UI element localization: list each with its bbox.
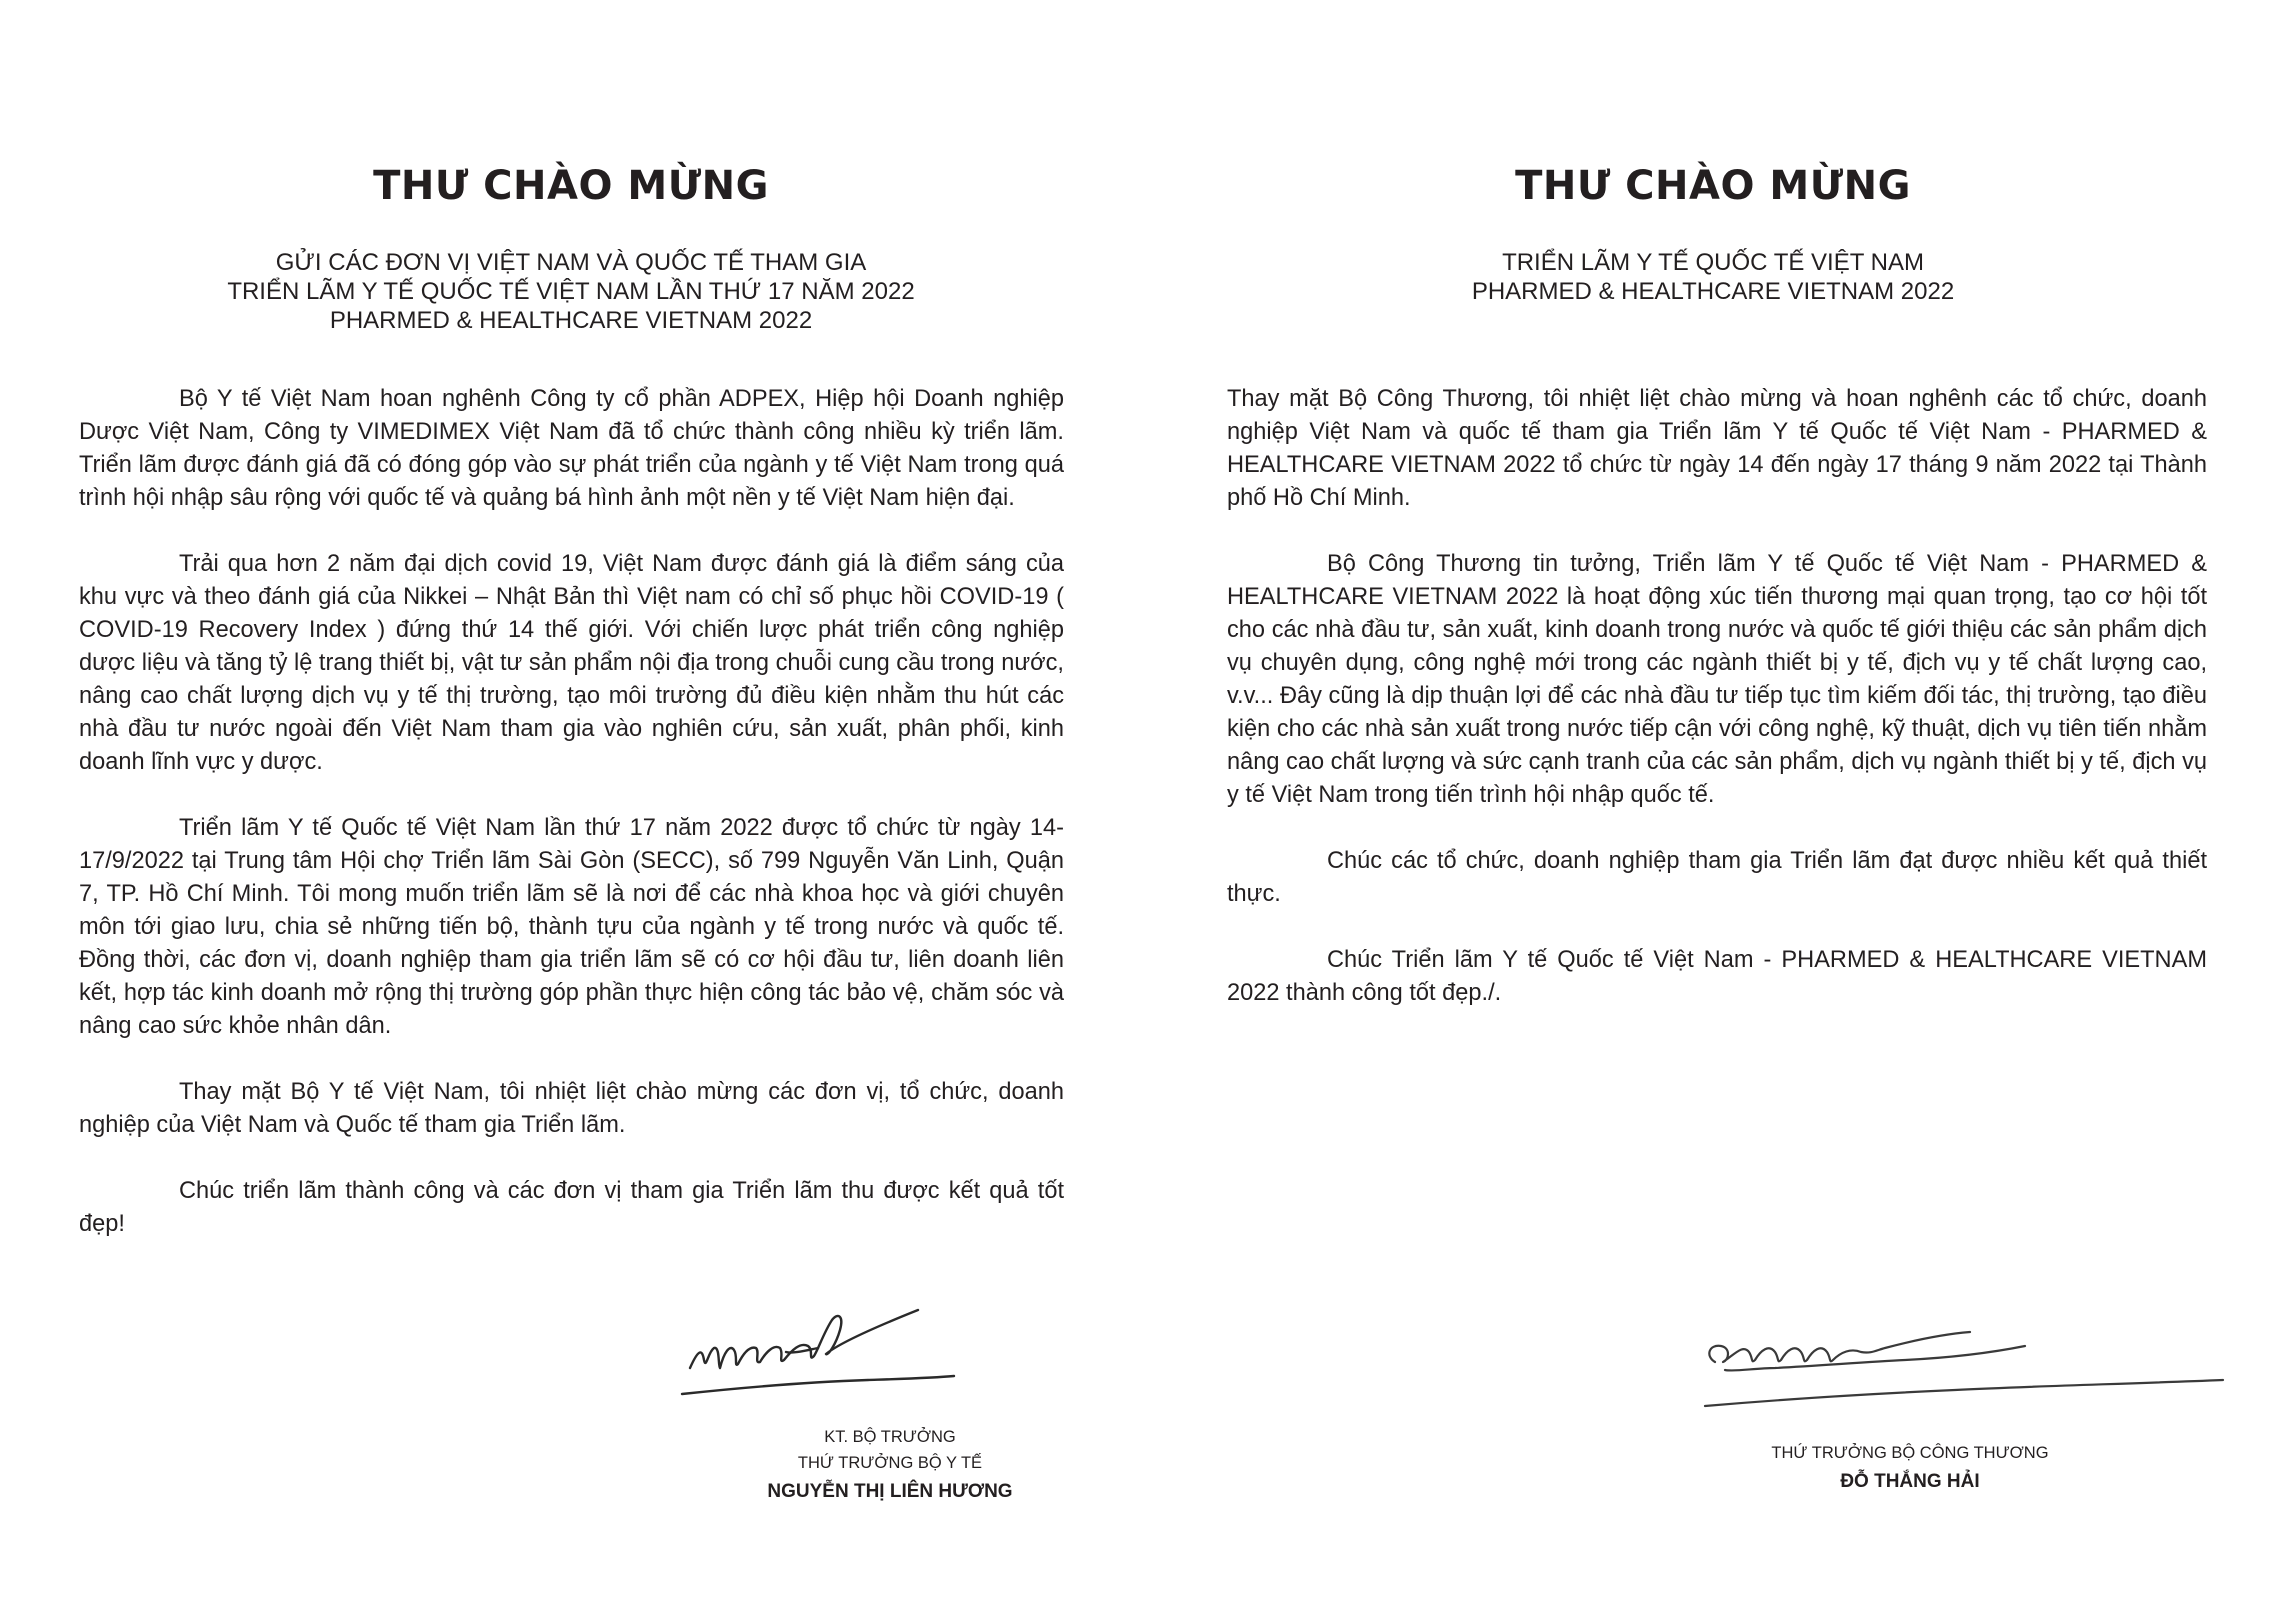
signer-role: KT. BỘ TRƯỞNG [824,1428,956,1446]
signer-block [600,1424,1180,1508]
letter-subtitle [0,248,1142,335]
letter-body [1227,383,2207,1043]
body-paragraph: Chúc các tổ chức, doanh nghiệp tham gia Triển lãm đạt được nhiều kết quả thiết thực. [1227,848,2207,907]
body-paragraph: Chúc Triển lãm Y tế Quốc tế Việt Nam - PHARMED & HEALTHCARE VIETNAM 2022 thành công tốt đẹp./. [1227,947,2207,1006]
body-paragraph: Triển lãm Y tế Quốc tế Việt Nam lần thứ 17 năm 2022 được tổ chức từ ngày 14-17/9/2022 tại Trung tâm Hội chợ Triển lãm Sài Gòn (SECC), số 799 Nguyễn Văn Linh, Quận 7, TP. Hồ Chí Minh. Tôi mong muốn triển lãm sẽ là nơi để các nhà khoa học và giới chuyên môn tới giao lưu, chia sẻ những tiến bộ, thành tựu của ngành y tế trong nước và quốc tế. Đồng thời, các đơn vị, doanh nghiệp tham gia triển lãm sẽ có cơ hội đầu tư, liên doanh liên kết, hợp tác kinh doanh mở rộng thị trường góp phần thực hiện công tác bảo vệ, chăm sóc và nâng cao sức khỏe nhân dân. [79,815,1064,1039]
signer-block [1620,1440,2200,1498]
letter-body [79,383,1064,1274]
signer-name: ĐỖ THẮNG HẢI [1840,1471,1980,1492]
handwritten-signature [1695,1310,2235,1420]
body-paragraph: Thay mặt Bộ Công Thương, tôi nhiệt liệt chào mừng và hoan nghênh các tổ chức, doanh nghiệp Việt Nam và quốc tế tham gia Triển lãm Y tế Quốc tế Việt Nam - PHARMED & HEALTHCARE VIETNAM 2022 tổ chức từ ngày 14 đến ngày 17 tháng 9 năm 2022 tại Thành phố Hồ Chí Minh. [1227,386,2207,511]
subtitle-line: PHARMED & HEALTHCARE VIETNAM 2022 [1471,278,1955,305]
subtitle-line: TRIỂN LÃM Y TẾ QUỐC TẾ VIỆT NAM [1502,249,1924,276]
subtitle-line: GỬI CÁC ĐƠN VỊ VIỆT NAM VÀ QUỐC TẾ THAM GIA [275,249,867,276]
body-paragraph: Trải qua hơn 2 năm đại dịch covid 19, Việt Nam được đánh giá là điểm sáng của khu vực và theo đánh giá của Nikkei – Nhật Bản thì Việt nam có chỉ số phục hồi COVID-19 ( COVID-19 Recovery Index ) đứng thứ 14 thế giới. Với chiến lược phát triển công nghiệp dược liệu và tăng tỷ lệ trang thiết bị, vật tư sản phẩm nội địa trong chuỗi cung cầu trong nước, nâng cao chất lượng dịch vụ y tế thị trường, tạo môi trường đủ điều kiện nhằm thu hút các nhà đầu tư nước ngoài đến Việt Nam tham gia vào nghiên cứu, sản xuất, phân phối, kinh doanh lĩnh vực y dược. [79,551,1064,775]
body-paragraph: Thay mặt Bộ Y tế Việt Nam, tôi nhiệt liệt chào mừng các đơn vị, tổ chức, doanh nghiệp của Việt Nam và Quốc tế tham gia Triển lãm. [79,1079,1064,1138]
subtitle-line: TRIỂN LÃM Y TẾ QUỐC TẾ VIỆT NAM LẦN THỨ 17 NĂM 2022 [227,278,915,305]
signer-title: THỨ TRƯỞNG BỘ CÔNG THƯƠNG [1771,1444,2049,1462]
body-paragraph: Bộ Y tế Việt Nam hoan nghênh Công ty cổ phần ADPEX, Hiệp hội Doanh nghiệp Dược Việt Nam, Công ty VIMEDIMEX Việt Nam đã tổ chức thành công nhiều kỳ triển lãm. Triển lãm được đánh giá đã có đóng góp vào sự phát triển của ngành y tế Việt Nam trong quá trình hội nhập sâu rộng với quốc tế và quảng bá hình ảnh một nền y tế Việt Nam hiện đại. [79,386,1064,511]
body-paragraph: Bộ Công Thương tin tưởng, Triển lãm Y tế Quốc tế Việt Nam - PHARMED & HEALTHCARE VIETNAM 2022 là hoạt động xúc tiến thương mại quan trọng, tạo cơ hội tốt cho các nhà đầu tư, sản xuất, kinh doanh trong nước và quốc tế giới thiệu các sản phẩm dịch vụ chuyên dụng, công nghệ mới trong các ngành thiết bị y tế, địch vụ y tế chất lượng cao, v.v... Đây cũng là dịp thuận lợi để các nhà đầu tư tiếp tục tìm kiếm đối tác, thị trường, tạo điều kiện cho các nhà sản xuất trong nước tiếp cận với công nghệ, kỹ thuật, dịch vụ tiên tiến nhằm nâng cao chất lượng và sức cạnh tranh của các sản phẩm, dịch vụ ngành thiết bị y tế, địch vụ y tế Việt Nam trong tiến trình hội nhập quốc tế. [1227,551,2207,808]
signer-title: THỨ TRƯỞNG BỘ Y TẾ [797,1454,983,1472]
letter-subtitle [1142,248,2284,306]
body-paragraph: Chúc triển lãm thành công và các đơn vị tham gia Triển lãm thu được kết quả tốt đẹp! [79,1178,1064,1237]
subtitle-line: PHARMED & HEALTHCARE VIETNAM 2022 [329,307,813,334]
signer-name: NGUYỄN THỊ LIÊN HƯƠNG [767,1481,1013,1502]
handwritten-signature [668,1290,958,1410]
letter-title: THƯ CHÀO MỪNG [1515,163,1911,209]
letter-title: THƯ CHÀO MỪNG [373,163,769,209]
